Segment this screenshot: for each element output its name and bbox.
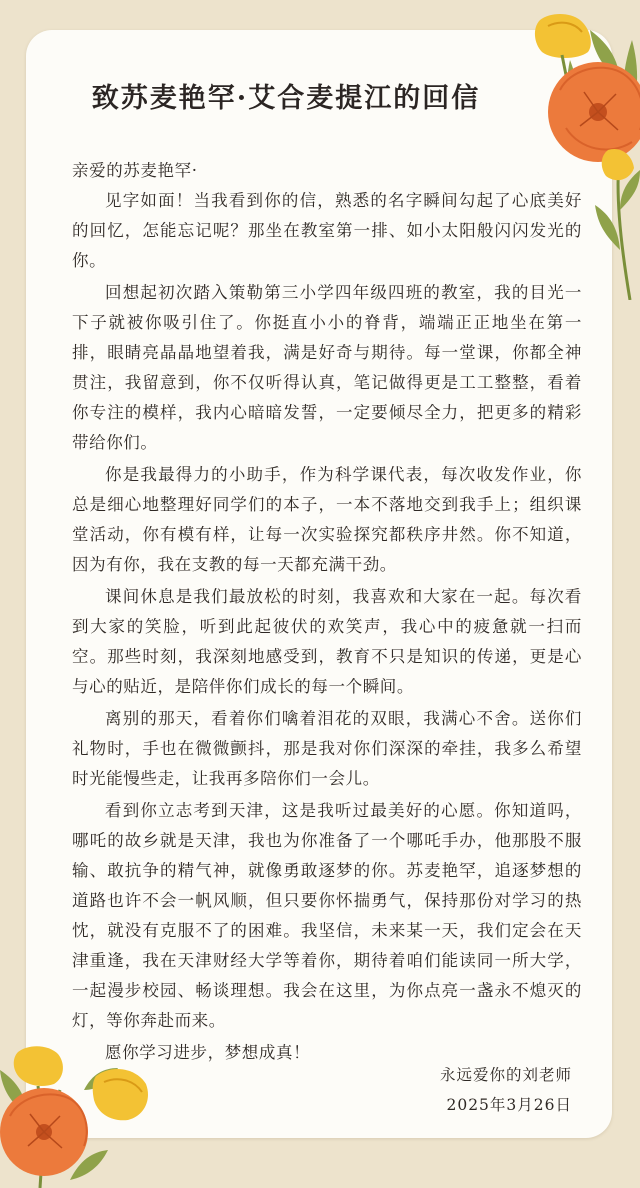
letter-paragraph-3: 你是我最得力的小助手，作为科学课代表，每次收发作业，你总是细心地整理好同学们的本子，一本不落地交到我手上；组织课堂活动，你有模有样，让每一次实验探究都秩序井然。你不知道，因为有你，我在支教的每一天都充满干劲。 [72, 465, 582, 574]
letter-paragraph-5: 离别的那天，看着你们噙着泪花的双眼，我满心不舍。送你们礼物时，手也在微微颤抖，那是我对你们深深的牵挂，我多么希望时光能慢些走，让我再多陪你们一会儿。 [72, 709, 582, 788]
signature: 永远爱你的刘老师 [439, 1066, 572, 1084]
letter-paper [26, 30, 612, 1138]
letter-paragraph-4: 课间休息是我们最放松的时刻，我喜欢和大家在一起。每次看到大家的笑脸，听到此起彼伏的欢笑声，我心中的疲惫就一扫而空。那些时刻，我深刻地感受到，教育不只是知识的传递，更是心与心的贴近，是陪伴你们成长的每一个瞬间。 [72, 587, 582, 696]
letter-paragraph-2: 回想起初次踏入策勒第三小学四年级四班的教室，我的目光一下子就被你吸引住了。你挺直小小的脊背，端端正正地坐在第一排，眼睛亮晶晶地望着我，满是好奇与期待。每一堂课，你都全神贯注，我留意到，你不仅听得认真，笔记做得更是工工整整，看着你专注的模样，我内心暗暗发誓，一定要倾尽全力，把更多的精彩带给你们。 [72, 283, 582, 452]
signature-block [440, 1060, 572, 1120]
letter-body [72, 156, 582, 1070]
letter-paragraph-1: 见字如面！当我看到你的信，熟悉的名字瞬间勾起了心底美好的回忆，怎能忘记呢？那坐在教室第一排、如小太阳般闪闪发光的你。 [72, 191, 582, 270]
letter-greeting: 亲爱的苏麦艳罕· [72, 161, 198, 180]
letter-date: 2025年3月26日 [446, 1096, 572, 1114]
letter-closing: 愿你学习进步，梦想成真！ [105, 1043, 311, 1062]
letter-paragraph-6: 看到你立志考到天津，这是我听过最美好的心愿。你知道吗，哪吒的故乡就是天津，我也为你准备了一个哪吒手办，他那股不服输、敢抗争的精气神，就像勇敢逐梦的你。苏麦艳罕，追逐梦想的道路也许不会一帆风顺，但只要你怀揣勇气，保持那份对学习的热忱，就没有克服不了的困难。我坚信，未来某一天，我们定会在天津重逢，我在天津财经大学等着你，期待着咱们能读同一所大学，一起漫步校园、畅谈理想。我会在这里，为你点亮一盏永不熄灭的灯，等你奔赴而来。 [72, 801, 582, 1030]
letter-title: 致苏麦艳罕·艾合麦提江的回信 [91, 83, 481, 114]
